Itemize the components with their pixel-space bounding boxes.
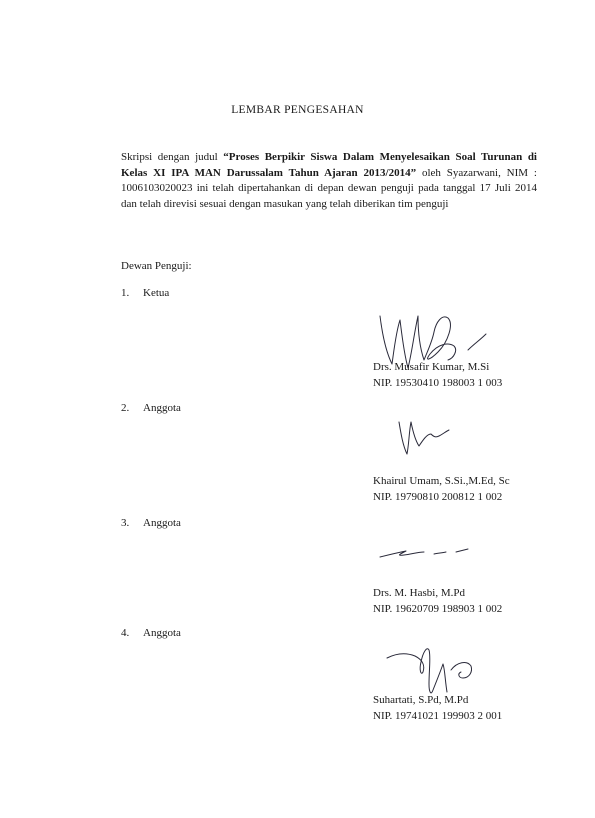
examiner-2-role-label: Anggota bbox=[143, 402, 181, 414]
paragraph-rest: oleh Syazarwani, NIM : 1006103020023 ini telah dipertahankan di depan dewan penguji pada tanggal 17 Juli 2014 dan telah direvisi sesuai dengan masukan yang telah diberikan tim penguji bbox=[121, 166, 537, 210]
examiner-4-number: 4. bbox=[121, 627, 130, 639]
examiner-3-nip: NIP. 19620709 198903 1 002 bbox=[373, 603, 503, 615]
examiner-4-nip: NIP. 19741021 199903 2 001 bbox=[373, 710, 503, 722]
examiner-4-block bbox=[373, 692, 502, 724]
examiner-1-role bbox=[121, 287, 169, 299]
examiner-4-signature bbox=[383, 640, 478, 700]
examiner-4-name: Suhartati, S.Pd, M.Pd bbox=[373, 694, 469, 706]
approval-paragraph bbox=[121, 150, 537, 212]
examiner-1-nip: NIP. 19530410 198003 1 003 bbox=[373, 377, 503, 389]
examiner-2-signature bbox=[395, 418, 455, 458]
examiner-1-block bbox=[373, 359, 502, 391]
examiner-2-role bbox=[121, 402, 181, 414]
examiner-1-name: Drs. Musafir Kumar, M.Si bbox=[373, 361, 490, 373]
examiner-3-role bbox=[121, 517, 181, 529]
examiner-4-role-label: Anggota bbox=[143, 627, 181, 639]
examiner-4-role bbox=[121, 627, 181, 639]
examiner-3-signature bbox=[378, 546, 470, 560]
examiner-3-block bbox=[373, 585, 502, 617]
examiner-1-role-label: Ketua bbox=[143, 287, 170, 299]
examiner-3-name: Drs. M. Hasbi, M.Pd bbox=[373, 587, 465, 599]
examiner-2-name: Khairul Umam, S.Si.,M.Ed, Sc bbox=[373, 475, 510, 487]
page-title: LEMBAR PENGESAHAN bbox=[231, 104, 364, 116]
examiner-3-role-label: Anggota bbox=[143, 517, 181, 529]
examiner-3-number: 3. bbox=[121, 517, 130, 529]
examiner-2-block bbox=[373, 473, 510, 505]
paragraph-intro: Skripsi dengan judul bbox=[121, 151, 224, 163]
examiner-1-number: 1. bbox=[121, 287, 130, 299]
thesis-title: “Proses Berpikir Siswa Dalam Menyelesaikan Soal Turunan di Kelas XI IPA MAN Darussalam Tahun Ajaran 2013/2014” bbox=[121, 151, 537, 179]
examiner-2-nip: NIP. 19790810 200812 1 002 bbox=[373, 491, 503, 503]
examiner-2-number: 2. bbox=[121, 402, 130, 414]
board-label: Dewan Penguji: bbox=[121, 260, 192, 272]
